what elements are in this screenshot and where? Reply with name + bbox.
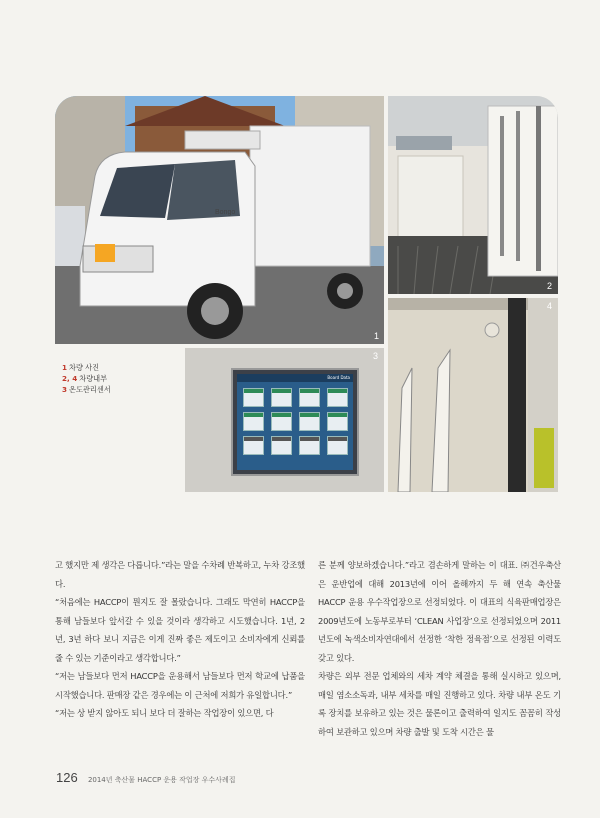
footer-title: 2014년 축산물 HACCP 운용 작업장 우수사례집	[87, 776, 236, 784]
temperature-sensor-photo	[185, 348, 384, 492]
interior-illustration-top	[388, 96, 558, 294]
paragraph: “처음에는 HACCP이 뭔지도 잘 몰랐습니다. 그래도 막연히 HACCP을 통해 남들보다 앞서갈 수 있을 것이라 생각하고 시도했습니다. 1년, 2년, 3년 하다 보니 지금은 이게 진짜 좋은 제도이고 소비자에게 신뢰를 줄 수 있는 기준이라고 생각합니다.”	[55, 597, 305, 663]
truck-brand-label: Bongo	[215, 209, 236, 216]
sensor-cell	[327, 388, 348, 407]
monitor	[231, 368, 359, 476]
sensor-cell	[271, 412, 292, 431]
sensor-cell	[327, 436, 348, 455]
article-right-column	[318, 556, 561, 741]
paragraph: 른 분께 양보하겠습니다.”라고 겸손하게 말하는 이 대표. ㈜건우축산은 운반업에 대해 2013년에 이어 올해까지 두 해 연속 축산물 HACCP 운용 우수작업장으로 선정되었다. 이 대표의 식육판매업장은 2009년도에 노동부로부터 ‘CLEAN 사업장’으로 선정되었으며 2011년도에 녹색소비자연대에서 선정한 ‘착한 정육점’으로 선정된 이력도 갖고 있다.	[318, 560, 561, 663]
page-footer	[56, 770, 235, 785]
sensor-cell	[271, 388, 292, 407]
caption-item: 1 차량 사진	[62, 363, 100, 372]
photo-number-4: 4	[546, 301, 552, 311]
sensor-cell	[243, 436, 264, 455]
sensor-cell	[243, 388, 264, 407]
paragraph: 차량은 외부 전문 업체와의 세차 계약 체결을 통해 실시하고 있으며, 매일 염소소독과, 내부 세차를 매일 진행하고 있다. 차량 내부 온도 기록 장치를 보유하고 있는 것은 물론이고 출력하여 일지도 꼼꼼히 작성하여 보관하고 있으며 차량 출발 및 도착 시간은 물	[318, 671, 561, 737]
caption-item: 2, 4 차량내부	[62, 374, 108, 383]
interior-photo-top	[388, 96, 558, 294]
photo-caption	[62, 362, 111, 395]
photo-number-1: 1	[373, 331, 379, 341]
sensor-cell	[299, 412, 320, 431]
interior-illustration-bottom	[388, 298, 558, 492]
sensor-cell	[299, 436, 320, 455]
sensor-cell	[271, 436, 292, 455]
article-left-column	[55, 556, 305, 723]
sensor-cell	[327, 412, 348, 431]
caption-item: 3 온도관리센서	[62, 385, 111, 394]
truck-illustration	[55, 96, 384, 344]
page-number: 126	[56, 770, 78, 785]
photo-number-3: 3	[372, 351, 378, 361]
monitor-screen	[237, 374, 353, 470]
interior-photo-bottom	[388, 298, 558, 492]
photo-number-2: 2	[546, 281, 552, 291]
truck-photo	[55, 96, 384, 344]
sensor-cell	[243, 412, 264, 431]
paragraph: “저는 남들보다 먼저 HACCP을 운용해서 남들보다 먼저 학교에 납품을 시작했습니다. 판매장 같은 경우에는 이 근처에 저희가 유일합니다.”	[55, 671, 305, 700]
paragraph: “저는 상 받지 않아도 되니 보다 더 잘하는 작업장이 있으면, 다	[55, 708, 274, 718]
paragraph: 고 했지만 제 생각은 다릅니다.”라는 말을 수차례 반복하고, 누차 강조했다.	[55, 560, 305, 589]
panel-title: Board Data	[237, 374, 353, 382]
sensor-cell	[299, 388, 320, 407]
